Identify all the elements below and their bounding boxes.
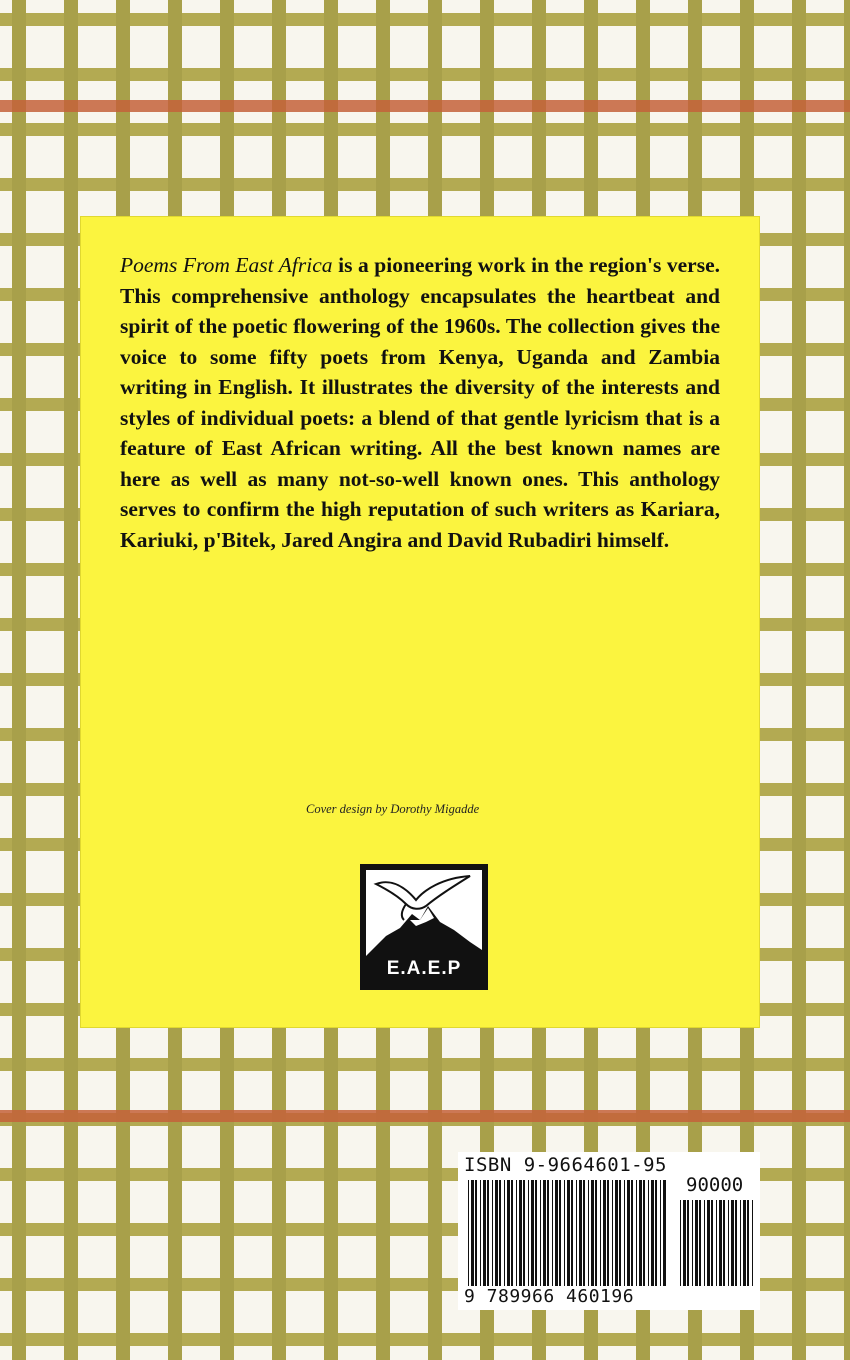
- barcode-bar: [619, 1180, 621, 1286]
- blurb-body: is a pioneering work in the region's verse. This comprehensive anthology encapsulates the heartbeat and spirit of the poetic flowering of the 1960s. The collection gives the voice to some fifty poets from Kenya, Uganda and Zambia writing in English. It illustrates the diversity of the interests and styles of individual poets: a blend of that gentle lyricism that is a feature of East African writing. All the best known names are here as well as many not-so-well known ones. This anthology serves to confirm the high reputation of such writers as Kariara, Kariuki, p'Bitek, Jared Angira and David Rubadiri himself.: [120, 253, 720, 552]
- barcode-bar: [567, 1180, 570, 1286]
- publisher-logo-text: E.A.E.P: [386, 958, 462, 979]
- barcode-bar: [743, 1200, 746, 1286]
- barcode-bar: [576, 1180, 577, 1286]
- red-stripe-top: [0, 100, 850, 112]
- isbn-label: ISBN 9-9664601-95: [464, 1154, 667, 1176]
- barcode-bar: [728, 1200, 729, 1286]
- barcode-bar: [516, 1180, 517, 1286]
- barcode-bar: [704, 1200, 705, 1286]
- barcode-bar: [547, 1180, 549, 1286]
- isbn-barcode: [458, 1152, 760, 1310]
- barcode-bar: [643, 1180, 645, 1286]
- barcode-bar: [655, 1180, 657, 1286]
- barcode-bar: [680, 1200, 681, 1286]
- red-stripe-bottom: [0, 1110, 850, 1122]
- barcode-bar: [699, 1200, 701, 1286]
- barcode-bar: [603, 1180, 606, 1286]
- barcode-bar: [564, 1180, 565, 1286]
- barcode-bar: [687, 1200, 689, 1286]
- barcode-bar: [523, 1180, 525, 1286]
- barcode-bar: [639, 1180, 642, 1286]
- barcode-bar: [663, 1180, 666, 1286]
- barcode-bar: [683, 1200, 686, 1286]
- barcode-bar: [615, 1180, 618, 1286]
- barcode-bar: [595, 1180, 597, 1286]
- barcode-bar: [480, 1180, 481, 1286]
- barcode-bar: [471, 1180, 474, 1286]
- ean-digits: 9 789966 460196: [464, 1286, 635, 1307]
- barcode-bar: [555, 1180, 558, 1286]
- price-code: 90000: [686, 1174, 744, 1196]
- barcode-bar: [651, 1180, 654, 1286]
- barcode-bar: [731, 1200, 734, 1286]
- barcode-bar: [559, 1180, 561, 1286]
- barcode-bar: [695, 1200, 698, 1286]
- blurb-text: [120, 250, 720, 555]
- barcode-bar: [648, 1180, 649, 1286]
- barcode-bar: [499, 1180, 501, 1286]
- barcode-bar: [552, 1180, 553, 1286]
- barcode-bar: [519, 1180, 522, 1286]
- barcode-bar: [735, 1200, 737, 1286]
- barcode-bar: [711, 1200, 713, 1286]
- barcode-bar: [627, 1180, 630, 1286]
- barcode-bar: [511, 1180, 513, 1286]
- barcode-bar: [723, 1200, 725, 1286]
- barcode-bar: [636, 1180, 637, 1286]
- barcode-bar: [716, 1200, 717, 1286]
- barcode-bar: [612, 1180, 613, 1286]
- barcode-bar: [504, 1180, 505, 1286]
- barcode-bar: [468, 1180, 469, 1286]
- barcode-bar: [600, 1180, 601, 1286]
- barcode-bar: [631, 1180, 633, 1286]
- barcode-bar: [543, 1180, 546, 1286]
- barcode-bar: [588, 1180, 589, 1286]
- barcode-bar: [752, 1200, 753, 1286]
- barcode-bar: [624, 1180, 625, 1286]
- barcode-bar: [495, 1180, 498, 1286]
- book-title: Poems From East Africa: [120, 253, 333, 277]
- ean-bars: [468, 1180, 668, 1286]
- barcode-bar: [531, 1180, 534, 1286]
- barcode-bar: [507, 1180, 510, 1286]
- barcode-bar: [719, 1200, 722, 1286]
- barcode-bar: [535, 1180, 537, 1286]
- barcode-bar: [591, 1180, 594, 1286]
- barcode-bar: [660, 1180, 661, 1286]
- addon-bars: [680, 1200, 756, 1286]
- barcode-bar: [607, 1180, 609, 1286]
- barcode-bar: [571, 1180, 573, 1286]
- barcode-bar: [692, 1200, 693, 1286]
- barcode-bar: [475, 1180, 477, 1286]
- cover-design-credit: Cover design by Dorothy Migadde: [306, 802, 480, 816]
- barcode-bar: [579, 1180, 582, 1286]
- barcode-bar: [483, 1180, 486, 1286]
- barcode-bar: [707, 1200, 710, 1286]
- barcode-bar: [740, 1200, 741, 1286]
- barcode-bar: [487, 1180, 489, 1286]
- barcode-bar: [747, 1200, 749, 1286]
- publisher-logo: [360, 864, 488, 990]
- blurb-panel: [80, 216, 760, 1028]
- bird-mountain-icon: [366, 870, 482, 956]
- barcode-bar: [528, 1180, 529, 1286]
- barcode-bar: [492, 1180, 493, 1286]
- barcode-bar: [583, 1180, 585, 1286]
- barcode-bar: [540, 1180, 541, 1286]
